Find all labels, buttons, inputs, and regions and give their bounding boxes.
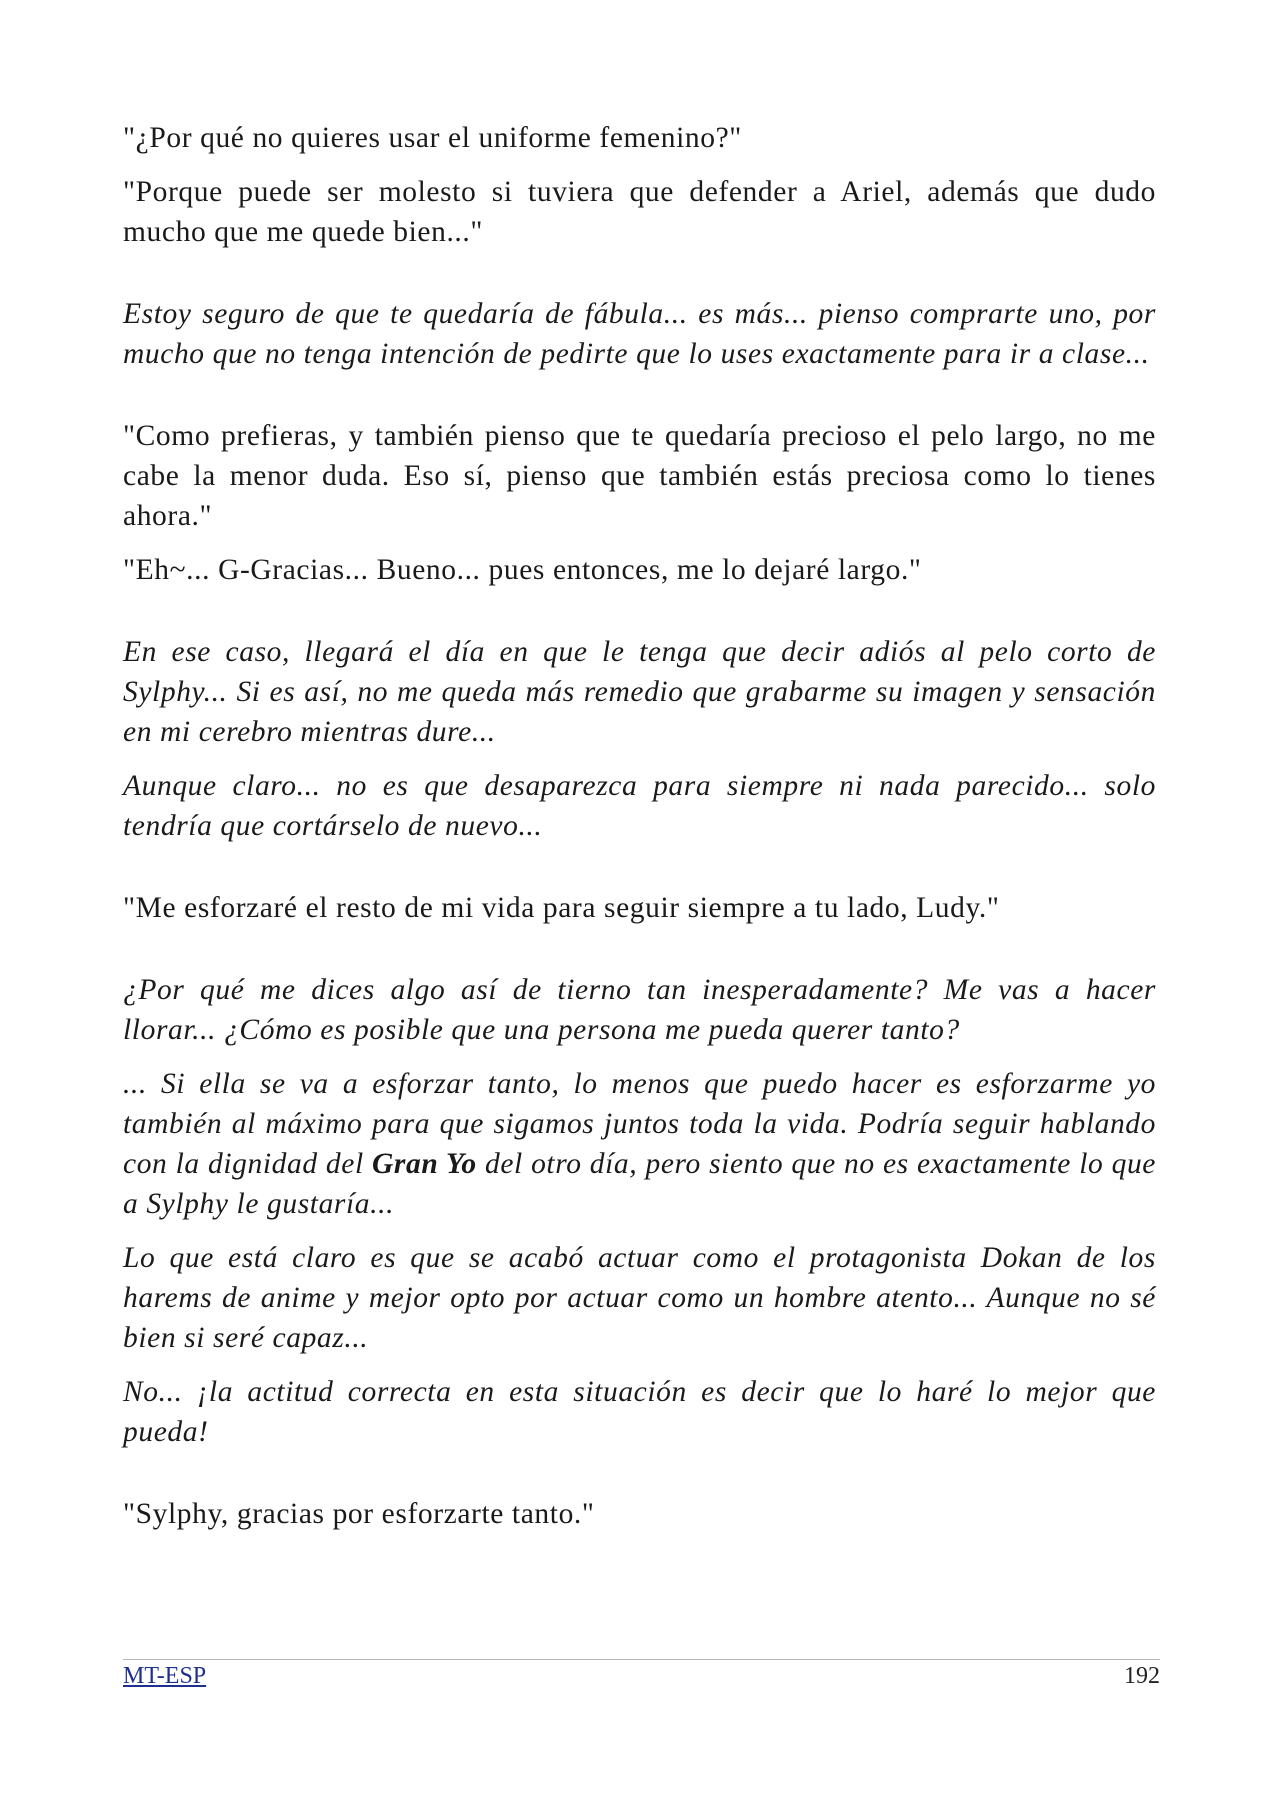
paragraph-thought-cut-again: Aunque claro... no es que desaparezca para siempre ni nada parecido... solo tendría que cortárselo de nuevo... xyxy=(123,770,1156,842)
dignity-text-after: del otro día, pero siento que no es exactamente lo que a Sylphy le gustaría... xyxy=(123,1148,1156,1220)
paragraph-thanks-sylphy: "Sylphy, gracias por esforzarte tanto." xyxy=(123,1498,595,1530)
paragraph-uniform-question: "¿Por qué no quieres usar el uniforme femenino?" xyxy=(123,122,742,154)
paragraph-thought-best: No... ¡la actitud correcta en esta situación es decir que lo haré lo mejor que pueda! xyxy=(123,1376,1156,1448)
paragraph-thought-dignity xyxy=(123,1064,1156,1224)
paragraph-thought-uniform: Estoy seguro de que te quedaría de fábula... es más... pienso comprarte uno, por mucho que no tenga intención de pedirte que lo uses exactamente para ir a clase... xyxy=(123,298,1156,370)
page-footer xyxy=(123,1661,1160,1691)
footer-divider xyxy=(123,1659,1160,1660)
page-number: 192 xyxy=(1124,1663,1160,1689)
paragraph-thought-short-hair: En ese caso, llegará el día en que le tenga que decir adiós al pelo corto de Sylphy... Si es así, no me queda más remedio que grabarme su imagen y sensación en mi cerebro mientras dure... xyxy=(123,636,1156,748)
dignity-text-before: ... Si ella se va a esforzar tanto, lo menos que puedo hacer es esforzarme yo también al máximo para que sigamos juntos toda la vida. Podría seguir hablando con la dignidad del xyxy=(123,1068,1156,1180)
dignity-text-bold: Gran Yo xyxy=(372,1148,477,1180)
paragraph-thought-protagonist: Lo que está claro es que se acabó actuar como el protagonista Dokan de los harems de anime y mejor opto por actuar como un hombre atento... Aunque no sé bien si seré capaz... xyxy=(123,1242,1156,1354)
paragraph-long-hair: "Como prefieras, y también pienso que te quedaría precioso el pelo largo, no me cabe la menor duda. Eso sí, pienso que también estás preciosa como lo tienes ahora." xyxy=(123,420,1156,532)
footer-site-link[interactable]: MT-ESP xyxy=(123,1663,207,1689)
paragraph-effort-promise: "Me esforzaré el resto de mi vida para seguir siempre a tu lado, Ludy." xyxy=(123,892,1000,924)
paragraph-thanks-reply: "Eh~... G-Gracias... Bueno... pues entonces, me lo dejaré largo." xyxy=(123,554,922,586)
paragraph-uniform-answer: "Porque puede ser molesto si tuviera que defender a Ariel, además que dudo mucho que me quede bien..." xyxy=(123,176,1156,248)
page-body xyxy=(123,118,1156,1534)
paragraph-thought-tender: ¿Por qué me dices algo así de tierno tan inesperadamente? Me vas a hacer llorar... ¿Cómo es posible que una persona me pueda querer tanto? xyxy=(123,974,1156,1046)
